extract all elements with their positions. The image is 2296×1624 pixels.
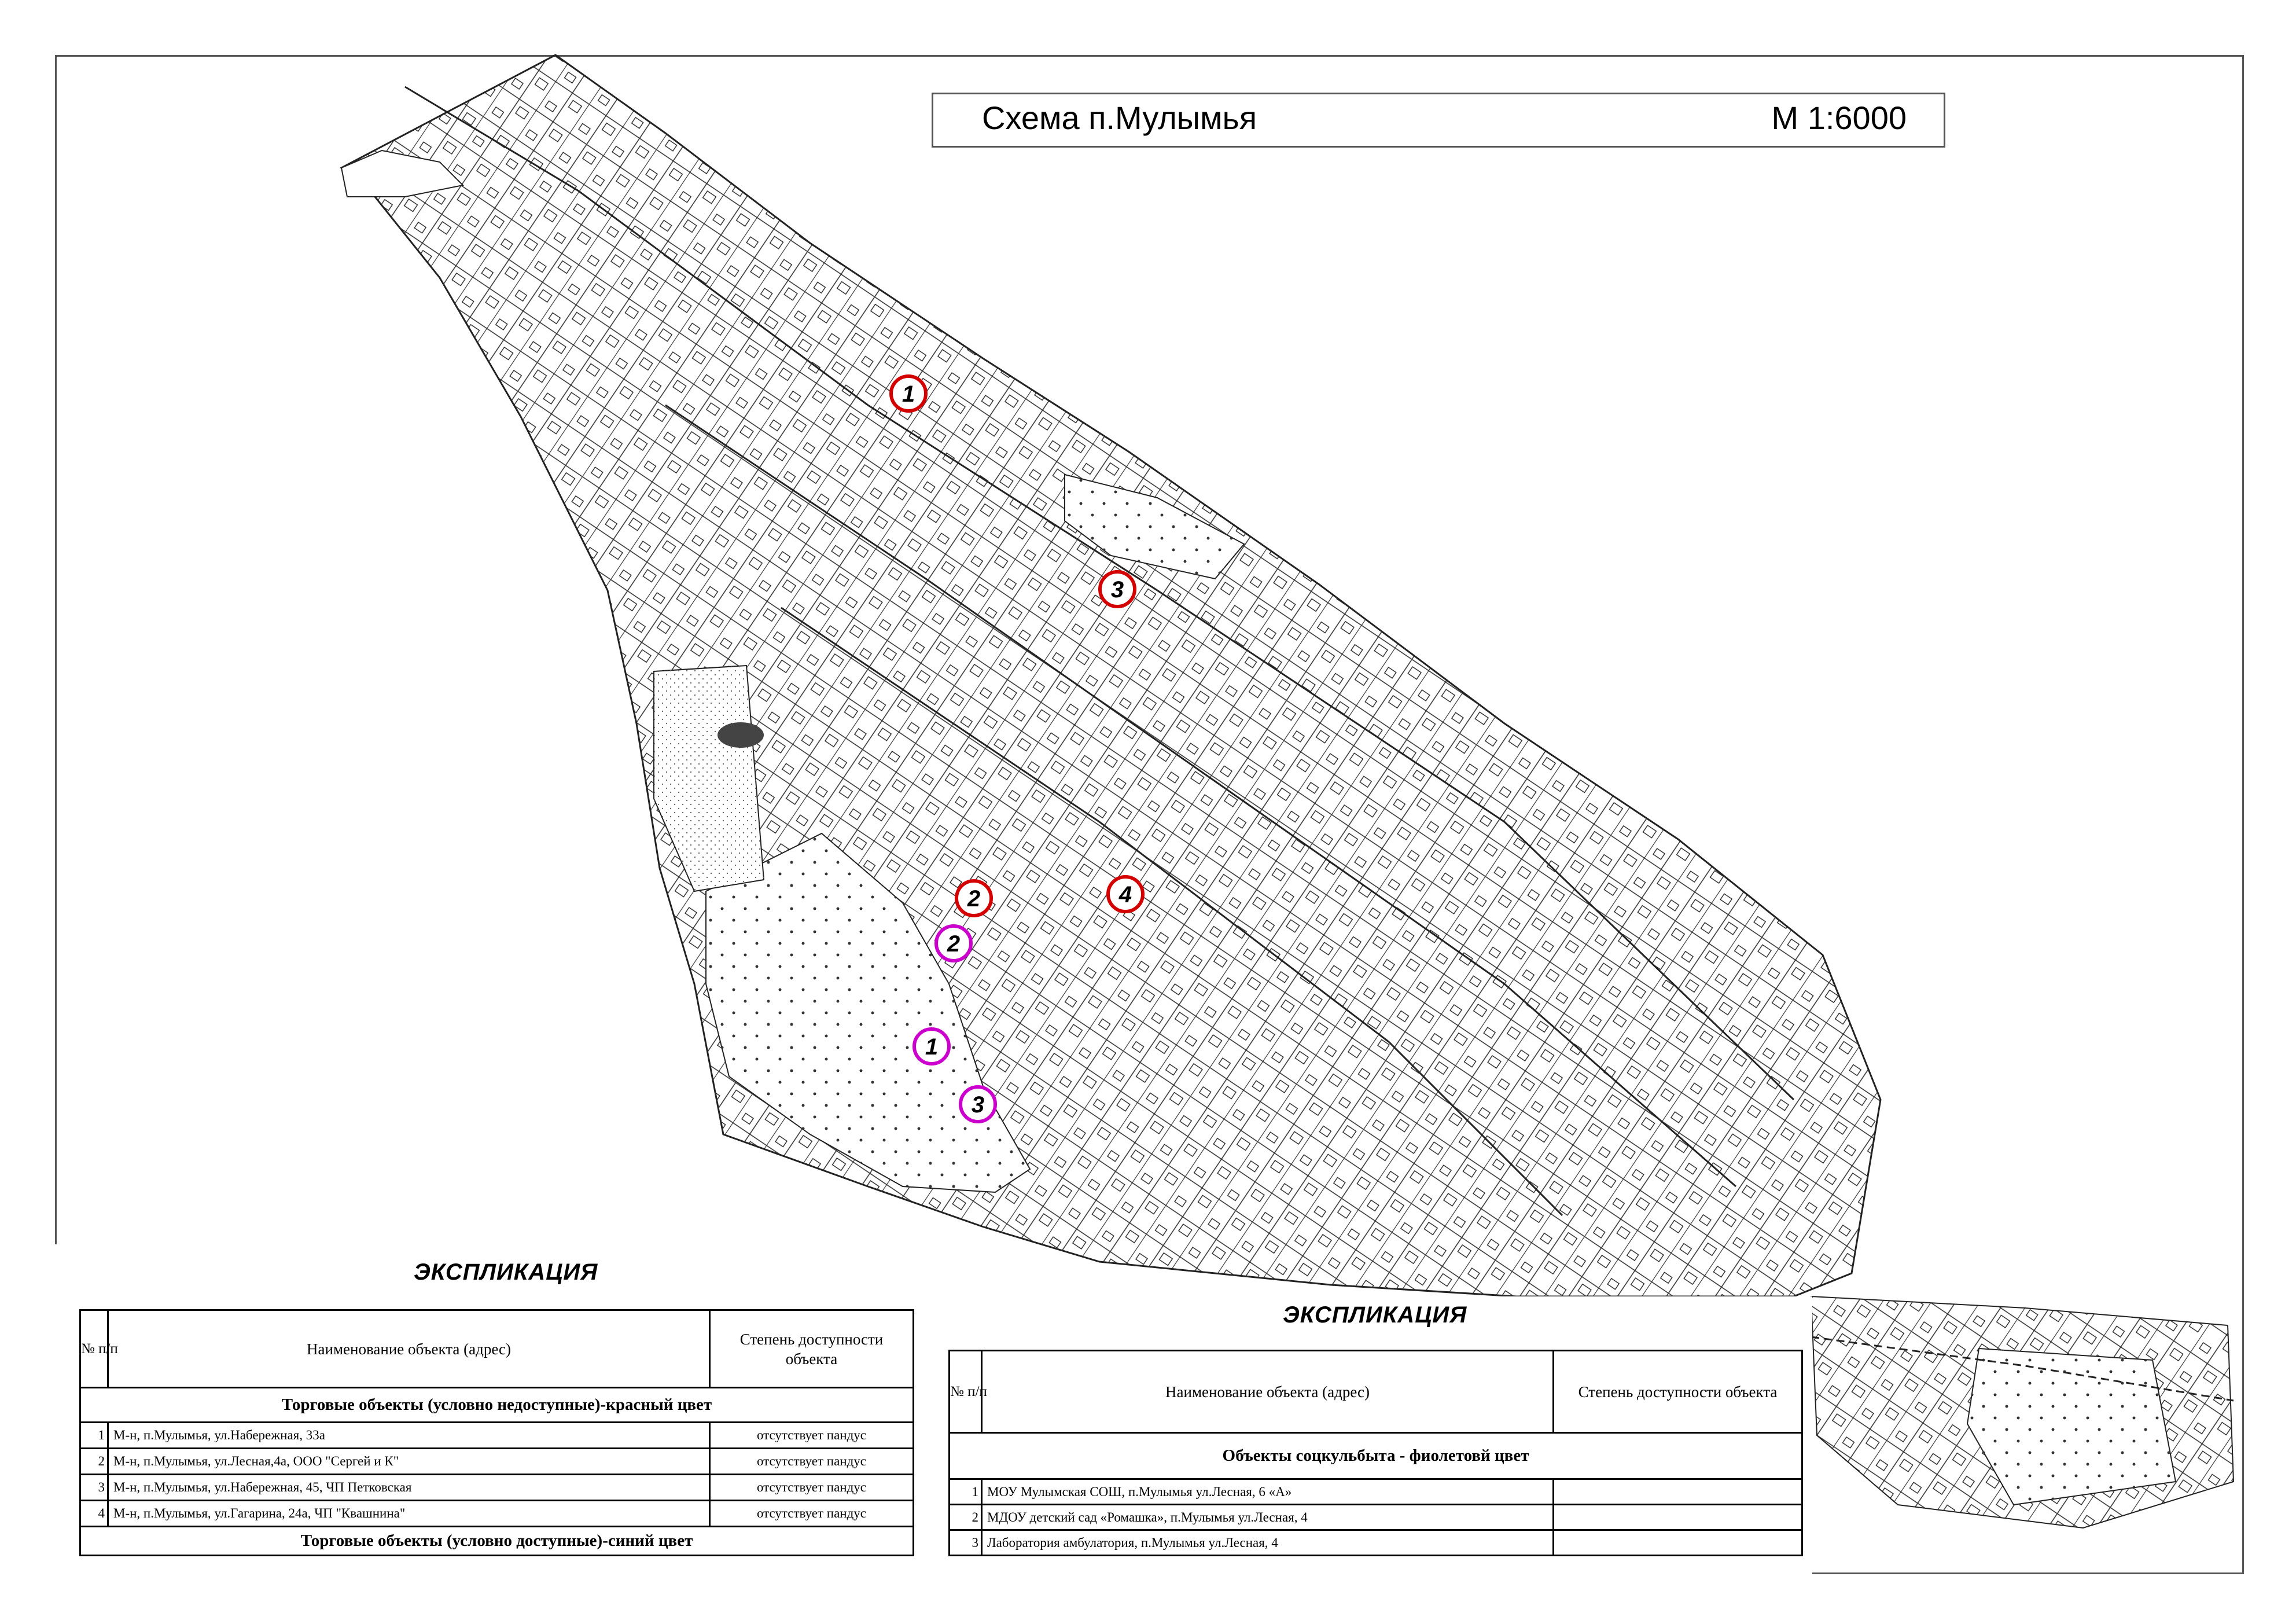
row-degree [1554,1505,1802,1530]
map-marker-trade-2[interactable] [956,881,991,916]
map-title: Схема п.Мулымья [982,100,1257,136]
explication-left-title: ЭКСПЛИКАЦИЯ [414,1259,598,1285]
map-title-box [932,93,1945,148]
table-row [950,1530,1802,1556]
explication-left-panel [55,1244,934,1574]
marker-label: 4 [1118,882,1132,907]
table-row [80,1423,914,1449]
marker-label: 2 [967,886,981,912]
row-degree: отсутствует пандус [710,1423,914,1449]
row-name: МДОУ детский сад «Ромашка», п.Мулымья ул.Лесная, 4 [982,1505,1554,1530]
explication-right-title: ЭКСПЛИКАЦИЯ [1283,1302,1467,1328]
row-num: 3 [950,1530,982,1556]
map-scale: М 1:6000 [1771,100,1907,136]
map-marker-social-3[interactable] [961,1087,995,1122]
row-num: 3 [80,1475,108,1501]
table-row [80,1449,914,1475]
row-name: М-н, п.Мулымья, ул.Гагарина, 24а, ЧП "Квашнина" [108,1501,710,1527]
col-header-name: Наименование объекта (адрес) [982,1351,1554,1433]
map-marker-trade-1[interactable] [891,376,926,411]
row-degree: отсутствует пандус [710,1449,914,1475]
row-name: Лаборатория амбулатория, п.Мулымья ул.Лесная, 4 [982,1530,1554,1556]
group-heading: Торговые объекты (условно недоступные)-красный цвет [80,1388,914,1423]
row-name: М-н, п.Мулымья, ул.Набережная, 45, ЧП Петковская [108,1475,710,1501]
row-degree [1554,1479,1802,1505]
row-degree: отсутствует пандус [710,1501,914,1527]
marker-label: 1 [902,381,915,407]
row-num: 4 [80,1501,108,1527]
map-marker-social-2[interactable] [936,926,971,961]
row-name: М-н, п.Мулымья, ул.Набережная, 33а [108,1423,710,1449]
row-num: 1 [950,1479,982,1505]
explication-left-table [79,1309,914,1556]
map-marker-trade-3[interactable] [1100,572,1135,607]
explication-right-panel [933,1296,1812,1574]
table-row [950,1479,1802,1505]
marker-label: 3 [1110,577,1124,602]
row-num: 2 [80,1449,108,1475]
row-num: 2 [950,1505,982,1530]
group-heading: Торговые объекты (условно доступные)-синий цвет [80,1527,914,1556]
col-header-degree: Степень доступности объекта [1554,1351,1802,1433]
row-name: МОУ Мулымская СОШ, п.Мулымья ул.Лесная, 6 «А» [982,1479,1554,1505]
row-degree [1554,1530,1802,1556]
marker-label: 3 [971,1092,985,1118]
table-row [80,1475,914,1501]
group-heading: Объекты соцкульбыта - фиолетовй цвет [950,1433,1802,1479]
row-name: М-н, п.Мулымья, ул.Лесная,4а, ООО "Сергей и К" [108,1449,710,1475]
col-header-num: № п/п [950,1351,982,1433]
map-marker-social-1[interactable] [914,1029,949,1064]
col-header-name: Наименование объекта (адрес) [108,1310,710,1388]
row-degree: отсутствует пандус [710,1475,914,1501]
row-num: 1 [80,1423,108,1449]
marker-label: 2 [947,931,961,957]
marker-label: 1 [925,1034,939,1060]
col-header-degree: Степень доступности объекта [710,1310,914,1388]
explication-right-table [948,1350,1803,1556]
table-row [80,1501,914,1527]
table-row [950,1505,1802,1530]
col-header-num: № п/п [80,1310,108,1388]
map-marker-trade-4[interactable] [1108,877,1143,912]
